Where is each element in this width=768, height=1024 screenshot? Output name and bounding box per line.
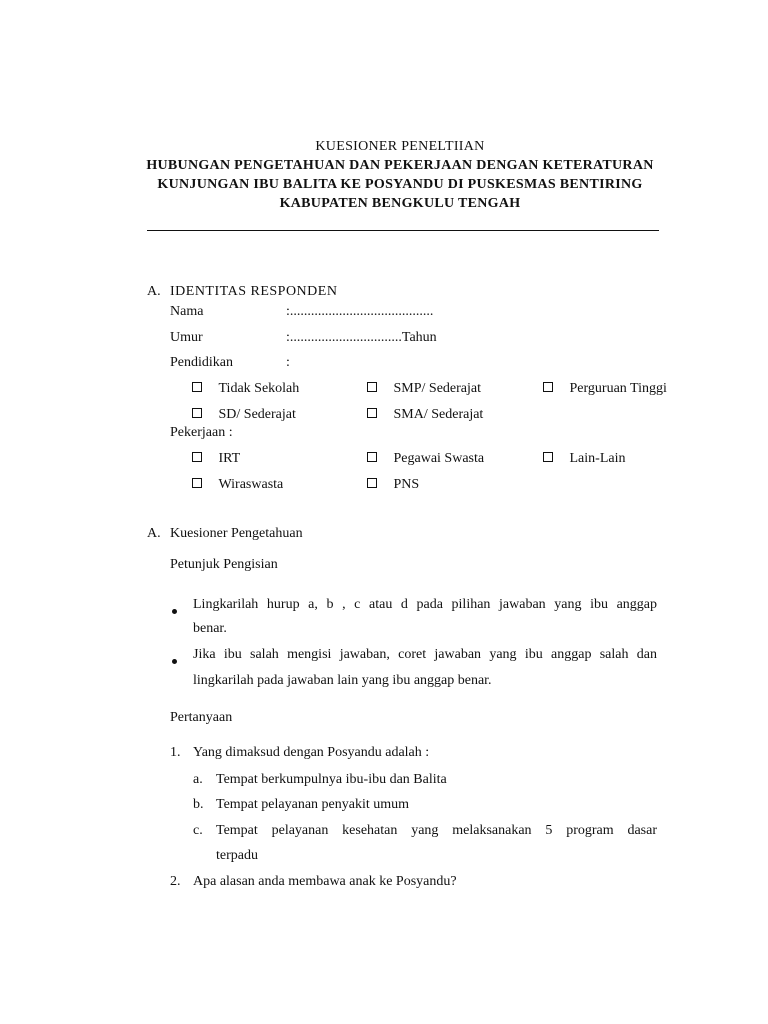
instruction-2-line-2: lingkarilah pada jawaban lain yang ibu anggap benar. [193,673,492,688]
section-kuesioner-marker: A. [147,526,161,541]
pendidikan-option-tidak-sekolah[interactable] [192,381,299,397]
checkbox-icon[interactable] [192,452,202,462]
option-label: Pegawai Swasta [393,451,485,466]
section-identitas-marker: A. [147,284,161,299]
pekerjaan-option-wiraswasta[interactable] [192,477,283,493]
option-label: Perguruan Tinggi [569,381,667,396]
question-1-text: Yang dimaksud dengan Posyandu adalah : [193,745,430,760]
checkbox-icon[interactable] [367,408,377,418]
instruction-1-line-1: Lingkarilah hurup a, b , c atau d pada pilihan jawaban yang ibu anggap [193,597,657,612]
option-label: SMP/ Sederajat [393,381,481,396]
umur-label: Umur [170,330,203,345]
question-2-number: 2. [170,874,181,889]
section-kuesioner-title: Kuesioner Pengetahuan [170,526,303,541]
option-label: SMA/ Sederajat [393,407,484,422]
pekerjaan-option-irt[interactable] [192,451,240,467]
nama-label: Nama [170,304,204,319]
instruction-1-line-2: benar. [193,621,227,636]
checkbox-icon[interactable] [367,382,377,392]
question-1-option-c-letter[interactable]: c. [193,823,203,838]
question-1-option-c-text: Tempat pelayanan kesehatan yang melaksanakan 5 program dasar [216,823,657,838]
title-line-2: HUBUNGAN PENGETAHUAN DAN PEKERJAAN DENGAN KETERATURAN [146,158,654,173]
pekerjaan-option-lain-lain[interactable] [543,451,625,467]
checkbox-icon[interactable] [192,408,202,418]
pekerjaan-option-pegawai-swasta[interactable] [367,451,484,467]
pertanyaan-title: Pertanyaan [170,710,233,725]
pendidikan-option-sd[interactable] [192,407,296,423]
question-1-option-b-text: Tempat pelayanan penyakit umum [216,797,410,812]
pendidikan-label: Pendidikan [170,355,233,370]
option-label: IRT [218,451,241,466]
pendidikan-option-perguruan-tinggi[interactable] [543,381,667,397]
nama-field[interactable]: :......................................... [286,304,434,319]
pendidikan-option-sma[interactable] [367,407,483,423]
question-1-option-a-letter[interactable]: a. [193,772,203,787]
pekerjaan-option-pns[interactable] [367,477,419,493]
option-label: Lain-Lain [569,451,626,466]
question-1-option-a-text: Tempat berkumpulnya ibu-ibu dan Balita [216,772,447,787]
pekerjaan-label: Pekerjaan : [170,425,233,440]
pendidikan-colon: : [286,355,290,370]
checkbox-icon[interactable] [192,478,202,488]
question-1-number: 1. [170,745,181,760]
option-label: Tidak Sekolah [218,381,300,396]
option-label: Wiraswasta [218,477,284,492]
option-label: SD/ Sederajat [218,407,296,422]
title-line-3: KUNJUNGAN IBU BALITA KE POSYANDU DI PUSKESMAS BENTIRING [157,177,643,192]
pendidikan-option-smp[interactable] [367,381,481,397]
instruction-bullet-1 [172,603,177,619]
option-label: PNS [393,477,420,492]
checkbox-icon[interactable] [367,452,377,462]
title-line-4: KABUPATEN BENGKULU TENGAH [279,196,521,211]
bullet-icon [172,659,177,664]
umur-field[interactable]: :................................Tahun [286,330,437,345]
document-title-block [0,137,768,213]
instruction-bullet-2 [172,653,177,669]
question-2-text: Apa alasan anda membawa anak ke Posyandu? [193,874,457,889]
title-divider [147,230,659,231]
question-1-option-b-letter[interactable]: b. [193,797,204,812]
question-1-option-c-continuation: terpadu [216,848,258,863]
checkbox-icon[interactable] [543,452,553,462]
instruction-2-line-1: Jika ibu salah mengisi jawaban, coret jawaban yang ibu anggap salah dan [193,647,657,662]
checkbox-icon[interactable] [367,478,377,488]
petunjuk-title: Petunjuk Pengisian [170,557,278,572]
section-identitas-title: IDENTITAS RESPONDEN [170,284,338,299]
title-line-1: KUESIONER PENELTIIAN [315,139,485,154]
bullet-icon [172,609,177,614]
checkbox-icon[interactable] [192,382,202,392]
checkbox-icon[interactable] [543,382,553,392]
